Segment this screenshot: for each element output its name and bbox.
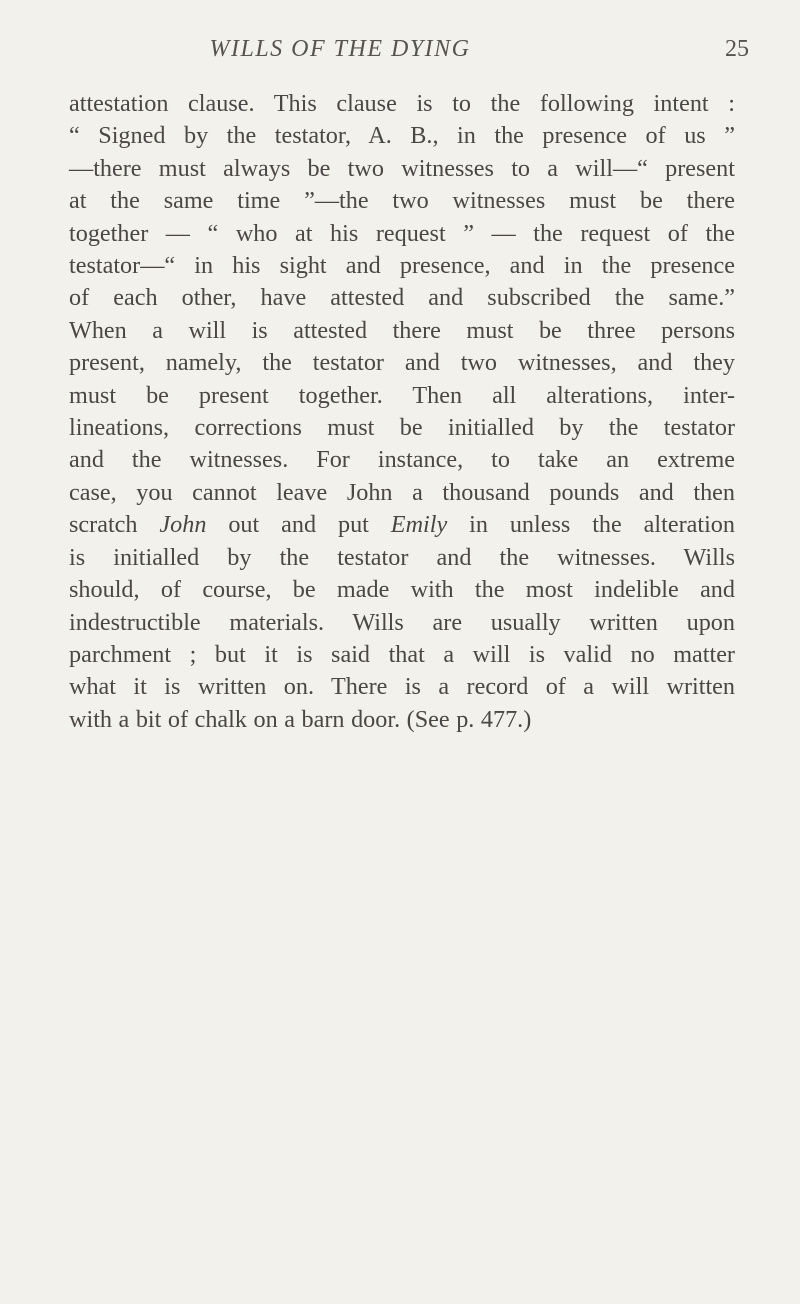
- text-line: and the witnesses. For instance, to take an extreme: [69, 446, 735, 474]
- text-line: together — “ who at his request ” — the request of the: [69, 219, 735, 247]
- text-line: “ Signed by the testator, A. B., in the presence of us ”: [69, 122, 735, 150]
- body-paragraph: [69, 88, 735, 736]
- text-fragment: scratch: [69, 511, 160, 539]
- italic-name-john: John: [159, 511, 207, 539]
- text-line: of each other, have attested and subscribed the same.”: [69, 284, 735, 312]
- text-line: parchment ; but it is said that a will is valid no matter: [69, 640, 735, 668]
- text-line: with a bit of chalk on a barn door. (See p. 477.): [69, 705, 532, 733]
- page-number: 25: [725, 36, 749, 62]
- text-line: testator—“ in his sight and presence, and in the presence: [69, 252, 735, 280]
- text-line: is initialled by the testator and the witnesses. Wills: [69, 543, 735, 571]
- text-line: present, namely, the testator and two witnesses, and they: [69, 349, 735, 377]
- text-line: what it is written on. There is a record of a will written: [69, 673, 735, 701]
- text-fragment: out and put: [206, 511, 391, 539]
- text-line: at the same time ”—the two witnesses must be there: [69, 187, 735, 215]
- text-line: When a will is attested there must be three persons: [69, 316, 735, 344]
- running-title: WILLS OF THE DYING: [209, 36, 471, 62]
- text-line: lineations, corrections must be initialled by the testator: [69, 414, 735, 442]
- italic-name-emily: Emily: [390, 511, 448, 539]
- text-line-with-italics: [69, 509, 735, 541]
- text-line: indestructible materials. Wills are usually written upon: [69, 608, 735, 636]
- text-line: should, of course, be made with the most indelible and: [69, 576, 735, 604]
- text-line: case, you cannot leave John a thousand pounds and then: [69, 478, 735, 506]
- text-line: must be present together. Then all alterations, inter-: [69, 381, 735, 409]
- text-fragment: in unless the alteration: [447, 511, 735, 539]
- text-line: attestation clause. This clause is to the following intent :: [69, 90, 735, 117]
- running-header: [0, 36, 800, 76]
- text-line: —there must always be two witnesses to a will—“ present: [69, 154, 735, 182]
